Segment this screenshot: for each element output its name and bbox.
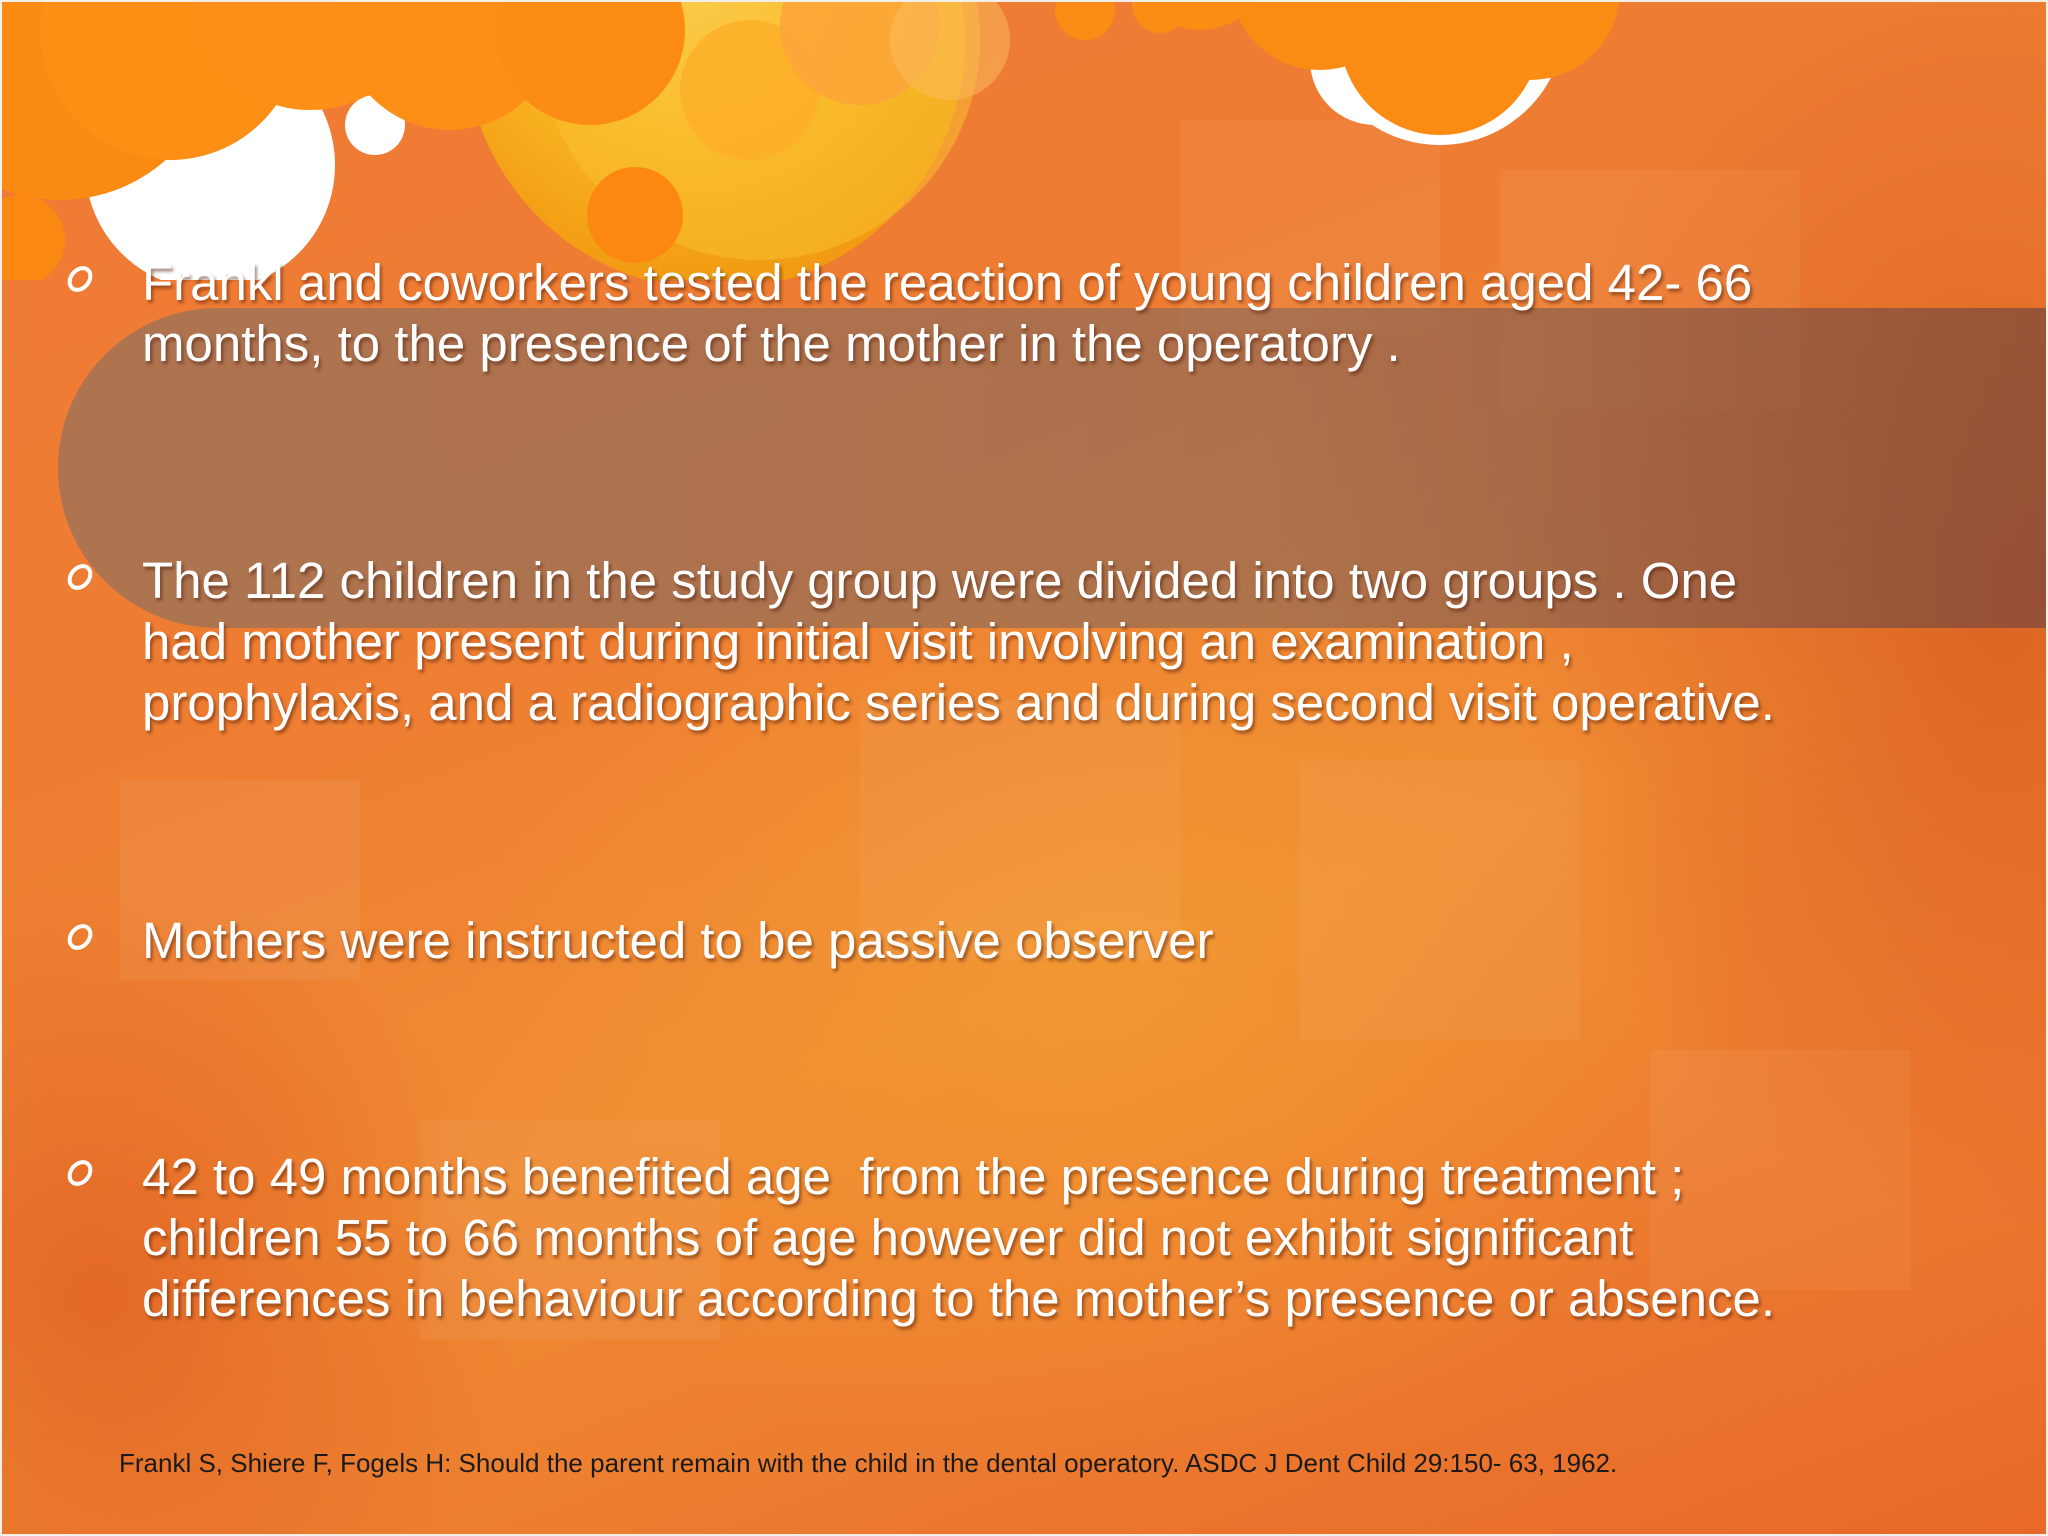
ring-bullet-icon — [65, 264, 95, 294]
reference-citation: Frankl S, Shiere F, Fogels H: Should the parent remain with the child in the dental operatory. ASDC J Dent Child 29:150- 63, 1962. — [119, 1448, 1618, 1478]
bullet-text: Mothers were instructed to be passive observer — [142, 912, 1214, 969]
ring-bullet-icon — [65, 1158, 95, 1188]
bullet-text: 42 to 49 months benefited age from the presence during treatment ; children 55 to 66 months of age however did not exhibit significant differences in behaviour according to the mother’s presence or absence. — [142, 1148, 1775, 1327]
bullet-text: Frankl and coworkers tested the reaction of young children aged 42- 66 months, to the presence of the mother in the operatory . — [142, 254, 1753, 372]
ring-bullet-icon — [65, 922, 95, 952]
ring-bullet-icon — [65, 562, 95, 592]
bullet-text: The 112 children in the study group were divided into two groups . One had mother present during initial visit involving an examination , prophylaxis, and a radiographic series and during second visit operative. — [142, 552, 1775, 731]
